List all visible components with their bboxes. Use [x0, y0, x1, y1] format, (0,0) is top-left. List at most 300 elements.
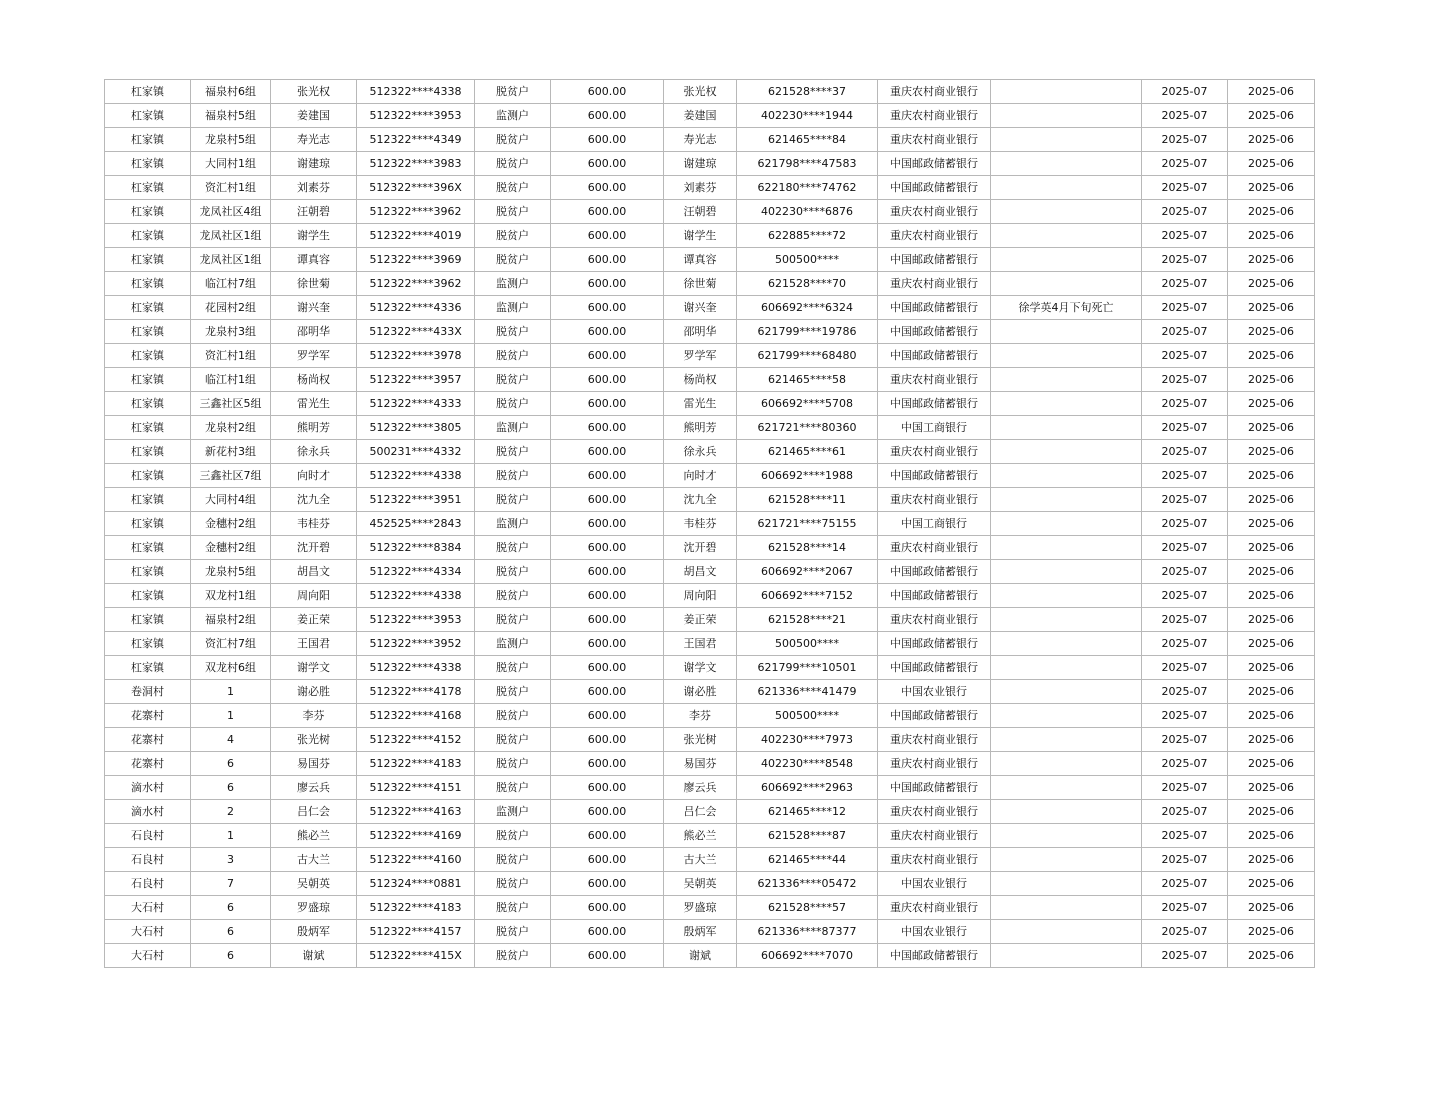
cell-township: 杠家镇 — [105, 320, 191, 344]
cell-id-number: 512322****4183 — [357, 752, 475, 776]
cell-village-group: 6 — [191, 944, 271, 968]
cell-pay-month: 2025-07 — [1142, 584, 1228, 608]
cell-bank: 重庆农村商业银行 — [878, 728, 991, 752]
cell-account-holder: 沈开碧 — [664, 536, 737, 560]
cell-amount: 600.00 — [551, 128, 664, 152]
cell-pay-month: 2025-07 — [1142, 464, 1228, 488]
cell-account-holder: 沈九全 — [664, 488, 737, 512]
cell-township: 石良村 — [105, 824, 191, 848]
cell-remark — [991, 392, 1142, 416]
cell-id-number: 512322****4336 — [357, 296, 475, 320]
cell-township: 花寨村 — [105, 704, 191, 728]
cell-village-group: 龙凤社区4组 — [191, 200, 271, 224]
cell-period-month: 2025-06 — [1228, 416, 1315, 440]
cell-id-number: 512322****415X — [357, 944, 475, 968]
cell-pay-month: 2025-07 — [1142, 200, 1228, 224]
cell-amount: 600.00 — [551, 728, 664, 752]
cell-bank: 重庆农村商业银行 — [878, 752, 991, 776]
table-row — [105, 368, 1315, 392]
cell-account-number: 621721****75155 — [737, 512, 878, 536]
cell-account-holder: 姜正荣 — [664, 608, 737, 632]
cell-remark — [991, 488, 1142, 512]
cell-id-number: 512322****4169 — [357, 824, 475, 848]
cell-township: 杠家镇 — [105, 512, 191, 536]
cell-pay-month: 2025-07 — [1142, 632, 1228, 656]
cell-remark — [991, 656, 1142, 680]
cell-household-type: 脱贫户 — [475, 440, 551, 464]
cell-account-holder: 谢学文 — [664, 656, 737, 680]
cell-amount: 600.00 — [551, 824, 664, 848]
table-row — [105, 200, 1315, 224]
cell-id-number: 512322****3953 — [357, 608, 475, 632]
cell-account-number: 402230****1944 — [737, 104, 878, 128]
cell-pay-month: 2025-07 — [1142, 104, 1228, 128]
cell-village-group: 三鑫社区7组 — [191, 464, 271, 488]
cell-period-month: 2025-06 — [1228, 728, 1315, 752]
table-row — [105, 872, 1315, 896]
cell-township: 花寨村 — [105, 728, 191, 752]
cell-name: 殷炳军 — [271, 920, 357, 944]
cell-account-holder: 杨尚权 — [664, 368, 737, 392]
cell-account-number: 402230****7973 — [737, 728, 878, 752]
cell-amount: 600.00 — [551, 584, 664, 608]
cell-id-number: 512322****3962 — [357, 272, 475, 296]
cell-period-month: 2025-06 — [1228, 704, 1315, 728]
cell-pay-month: 2025-07 — [1142, 800, 1228, 824]
cell-bank: 中国邮政储蓄银行 — [878, 152, 991, 176]
cell-name: 向时才 — [271, 464, 357, 488]
cell-township: 杠家镇 — [105, 272, 191, 296]
cell-remark — [991, 200, 1142, 224]
cell-household-type: 脱贫户 — [475, 584, 551, 608]
table-row — [105, 248, 1315, 272]
cell-period-month: 2025-06 — [1228, 512, 1315, 536]
cell-village-group: 1 — [191, 824, 271, 848]
cell-remark — [991, 944, 1142, 968]
cell-township: 杠家镇 — [105, 80, 191, 104]
cell-village-group: 双龙村1组 — [191, 584, 271, 608]
cell-period-month: 2025-06 — [1228, 752, 1315, 776]
cell-household-type: 监测户 — [475, 272, 551, 296]
cell-id-number: 512322****433X — [357, 320, 475, 344]
cell-bank: 中国邮政储蓄银行 — [878, 944, 991, 968]
cell-amount: 600.00 — [551, 560, 664, 584]
cell-township: 杠家镇 — [105, 152, 191, 176]
cell-name: 姜建国 — [271, 104, 357, 128]
cell-household-type: 脱贫户 — [475, 848, 551, 872]
cell-household-type: 脱贫户 — [475, 560, 551, 584]
cell-township: 杠家镇 — [105, 536, 191, 560]
cell-amount: 600.00 — [551, 656, 664, 680]
cell-amount: 600.00 — [551, 440, 664, 464]
cell-account-holder: 韦桂芬 — [664, 512, 737, 536]
cell-account-number: 621336****05472 — [737, 872, 878, 896]
table-row — [105, 392, 1315, 416]
cell-account-number: 621336****41479 — [737, 680, 878, 704]
cell-township: 杠家镇 — [105, 392, 191, 416]
cell-remark — [991, 824, 1142, 848]
cell-amount: 600.00 — [551, 896, 664, 920]
cell-account-holder: 邵明华 — [664, 320, 737, 344]
cell-account-holder: 谭真容 — [664, 248, 737, 272]
cell-id-number: 512322****3962 — [357, 200, 475, 224]
cell-name: 谭真容 — [271, 248, 357, 272]
cell-name: 谢学生 — [271, 224, 357, 248]
cell-remark: 徐学英4月下旬死亡 — [991, 296, 1142, 320]
cell-pay-month: 2025-07 — [1142, 224, 1228, 248]
cell-pay-month: 2025-07 — [1142, 272, 1228, 296]
cell-township: 杠家镇 — [105, 200, 191, 224]
cell-period-month: 2025-06 — [1228, 392, 1315, 416]
cell-village-group: 1 — [191, 704, 271, 728]
cell-township: 花寨村 — [105, 752, 191, 776]
cell-amount: 600.00 — [551, 320, 664, 344]
cell-account-holder: 谢兴奎 — [664, 296, 737, 320]
cell-account-holder: 李芬 — [664, 704, 737, 728]
cell-account-holder: 罗学军 — [664, 344, 737, 368]
cell-account-holder: 罗盛琼 — [664, 896, 737, 920]
cell-township: 杠家镇 — [105, 632, 191, 656]
cell-township: 滴水村 — [105, 800, 191, 824]
cell-bank: 中国工商银行 — [878, 416, 991, 440]
cell-account-holder: 谢斌 — [664, 944, 737, 968]
cell-account-holder: 谢建琼 — [664, 152, 737, 176]
cell-amount: 600.00 — [551, 680, 664, 704]
cell-name: 谢斌 — [271, 944, 357, 968]
cell-id-number: 512322****4338 — [357, 656, 475, 680]
cell-village-group: 6 — [191, 776, 271, 800]
cell-account-holder: 殷炳军 — [664, 920, 737, 944]
cell-period-month: 2025-06 — [1228, 224, 1315, 248]
cell-name: 韦桂芬 — [271, 512, 357, 536]
payment-roster-table — [104, 79, 1315, 968]
cell-account-holder: 姜建国 — [664, 104, 737, 128]
cell-bank: 重庆农村商业银行 — [878, 272, 991, 296]
cell-household-type: 监测户 — [475, 632, 551, 656]
table-row — [105, 656, 1315, 680]
cell-account-number: 621799****68480 — [737, 344, 878, 368]
cell-account-holder: 吕仁会 — [664, 800, 737, 824]
cell-remark — [991, 632, 1142, 656]
cell-account-holder: 胡昌文 — [664, 560, 737, 584]
table-row — [105, 176, 1315, 200]
cell-household-type: 脱贫户 — [475, 656, 551, 680]
cell-village-group: 7 — [191, 872, 271, 896]
cell-bank: 中国邮政储蓄银行 — [878, 464, 991, 488]
cell-account-holder: 张光树 — [664, 728, 737, 752]
cell-period-month: 2025-06 — [1228, 80, 1315, 104]
cell-remark — [991, 512, 1142, 536]
cell-village-group: 福泉村5组 — [191, 104, 271, 128]
cell-period-month: 2025-06 — [1228, 248, 1315, 272]
table-row — [105, 944, 1315, 968]
cell-village-group: 花园村2组 — [191, 296, 271, 320]
cell-name: 古大兰 — [271, 848, 357, 872]
cell-amount: 600.00 — [551, 752, 664, 776]
cell-account-number: 621528****87 — [737, 824, 878, 848]
cell-amount: 600.00 — [551, 296, 664, 320]
cell-account-number: 402230****8548 — [737, 752, 878, 776]
cell-bank: 中国农业银行 — [878, 872, 991, 896]
cell-village-group: 临江村7组 — [191, 272, 271, 296]
cell-name: 沈开碧 — [271, 536, 357, 560]
table-row — [105, 80, 1315, 104]
cell-pay-month: 2025-07 — [1142, 248, 1228, 272]
cell-township: 大石村 — [105, 920, 191, 944]
cell-period-month: 2025-06 — [1228, 800, 1315, 824]
cell-township: 大石村 — [105, 944, 191, 968]
cell-amount: 600.00 — [551, 152, 664, 176]
cell-village-group: 福泉村2组 — [191, 608, 271, 632]
cell-bank: 中国邮政储蓄银行 — [878, 632, 991, 656]
table-row — [105, 152, 1315, 176]
cell-id-number: 512322****4338 — [357, 464, 475, 488]
table-row — [105, 728, 1315, 752]
cell-amount: 600.00 — [551, 488, 664, 512]
cell-bank: 中国邮政储蓄银行 — [878, 776, 991, 800]
cell-amount: 600.00 — [551, 200, 664, 224]
cell-remark — [991, 464, 1142, 488]
table-row — [105, 224, 1315, 248]
cell-household-type: 脱贫户 — [475, 704, 551, 728]
cell-township: 杠家镇 — [105, 656, 191, 680]
cell-household-type: 脱贫户 — [475, 344, 551, 368]
cell-remark — [991, 104, 1142, 128]
cell-period-month: 2025-06 — [1228, 896, 1315, 920]
cell-period-month: 2025-06 — [1228, 536, 1315, 560]
cell-name: 张光树 — [271, 728, 357, 752]
cell-pay-month: 2025-07 — [1142, 152, 1228, 176]
cell-remark — [991, 416, 1142, 440]
cell-household-type: 脱贫户 — [475, 80, 551, 104]
cell-account-number: 622885****72 — [737, 224, 878, 248]
cell-account-number: 621721****80360 — [737, 416, 878, 440]
cell-amount: 600.00 — [551, 176, 664, 200]
table-row — [105, 440, 1315, 464]
cell-household-type: 脱贫户 — [475, 680, 551, 704]
cell-name: 易国芬 — [271, 752, 357, 776]
cell-account-number: 621528****37 — [737, 80, 878, 104]
cell-id-number: 512322****4019 — [357, 224, 475, 248]
cell-account-number: 622180****74762 — [737, 176, 878, 200]
cell-account-number: 621799****19786 — [737, 320, 878, 344]
cell-amount: 600.00 — [551, 944, 664, 968]
cell-account-number: 621465****44 — [737, 848, 878, 872]
cell-household-type: 脱贫户 — [475, 776, 551, 800]
cell-id-number: 512324****0881 — [357, 872, 475, 896]
cell-account-holder: 寿光志 — [664, 128, 737, 152]
cell-township: 杠家镇 — [105, 584, 191, 608]
cell-village-group: 龙泉村5组 — [191, 128, 271, 152]
cell-account-holder: 汪朝碧 — [664, 200, 737, 224]
cell-township: 杠家镇 — [105, 128, 191, 152]
cell-remark — [991, 272, 1142, 296]
cell-name: 周向阳 — [271, 584, 357, 608]
cell-id-number: 512322****4168 — [357, 704, 475, 728]
cell-account-holder: 谢必胜 — [664, 680, 737, 704]
cell-household-type: 监测户 — [475, 296, 551, 320]
cell-account-holder: 刘素芬 — [664, 176, 737, 200]
cell-township: 石良村 — [105, 848, 191, 872]
cell-township: 杠家镇 — [105, 176, 191, 200]
cell-period-month: 2025-06 — [1228, 272, 1315, 296]
cell-bank: 重庆农村商业银行 — [878, 224, 991, 248]
cell-account-holder: 周向阳 — [664, 584, 737, 608]
cell-pay-month: 2025-07 — [1142, 392, 1228, 416]
cell-bank: 中国农业银行 — [878, 920, 991, 944]
table-row — [105, 848, 1315, 872]
cell-township: 杠家镇 — [105, 416, 191, 440]
cell-amount: 600.00 — [551, 464, 664, 488]
cell-name: 张光权 — [271, 80, 357, 104]
cell-period-month: 2025-06 — [1228, 656, 1315, 680]
cell-pay-month: 2025-07 — [1142, 536, 1228, 560]
cell-account-number: 621528****70 — [737, 272, 878, 296]
cell-pay-month: 2025-07 — [1142, 920, 1228, 944]
cell-period-month: 2025-06 — [1228, 152, 1315, 176]
cell-village-group: 三鑫社区5组 — [191, 392, 271, 416]
cell-pay-month: 2025-07 — [1142, 944, 1228, 968]
cell-village-group: 龙泉村2组 — [191, 416, 271, 440]
cell-period-month: 2025-06 — [1228, 632, 1315, 656]
cell-pay-month: 2025-07 — [1142, 320, 1228, 344]
cell-household-type: 脱贫户 — [475, 728, 551, 752]
cell-account-number: 606692****5708 — [737, 392, 878, 416]
cell-bank: 中国邮政储蓄银行 — [878, 320, 991, 344]
cell-period-month: 2025-06 — [1228, 776, 1315, 800]
cell-remark — [991, 128, 1142, 152]
cell-household-type: 脱贫户 — [475, 128, 551, 152]
cell-village-group: 1 — [191, 680, 271, 704]
cell-period-month: 2025-06 — [1228, 128, 1315, 152]
cell-bank: 重庆农村商业银行 — [878, 536, 991, 560]
cell-household-type: 脱贫户 — [475, 752, 551, 776]
cell-name: 杨尚权 — [271, 368, 357, 392]
cell-remark — [991, 536, 1142, 560]
cell-account-holder: 易国芬 — [664, 752, 737, 776]
cell-pay-month: 2025-07 — [1142, 824, 1228, 848]
cell-account-number: 621528****11 — [737, 488, 878, 512]
cell-remark — [991, 80, 1142, 104]
table-row — [105, 824, 1315, 848]
cell-account-number: 500500**** — [737, 248, 878, 272]
cell-amount: 600.00 — [551, 920, 664, 944]
cell-amount: 600.00 — [551, 104, 664, 128]
cell-period-month: 2025-06 — [1228, 464, 1315, 488]
cell-id-number: 512322****3952 — [357, 632, 475, 656]
cell-bank: 重庆农村商业银行 — [878, 896, 991, 920]
cell-id-number: 512322****3969 — [357, 248, 475, 272]
cell-household-type: 脱贫户 — [475, 248, 551, 272]
cell-bank: 中国邮政储蓄银行 — [878, 248, 991, 272]
cell-id-number: 512322****3951 — [357, 488, 475, 512]
cell-name: 熊明芳 — [271, 416, 357, 440]
cell-id-number: 512322****3805 — [357, 416, 475, 440]
table-row — [105, 680, 1315, 704]
cell-remark — [991, 176, 1142, 200]
cell-amount: 600.00 — [551, 248, 664, 272]
cell-account-number: 621528****57 — [737, 896, 878, 920]
cell-id-number: 512322****4349 — [357, 128, 475, 152]
cell-account-holder: 熊必兰 — [664, 824, 737, 848]
cell-name: 吕仁会 — [271, 800, 357, 824]
cell-period-month: 2025-06 — [1228, 296, 1315, 320]
cell-village-group: 新花村3组 — [191, 440, 271, 464]
cell-township: 卷洞村 — [105, 680, 191, 704]
table-row — [105, 608, 1315, 632]
cell-pay-month: 2025-07 — [1142, 368, 1228, 392]
cell-account-number: 621336****87377 — [737, 920, 878, 944]
cell-village-group: 金穗村2组 — [191, 536, 271, 560]
table-row — [105, 512, 1315, 536]
cell-remark — [991, 368, 1142, 392]
cell-household-type: 脱贫户 — [475, 320, 551, 344]
cell-bank: 中国邮政储蓄银行 — [878, 392, 991, 416]
cell-village-group: 龙泉村5组 — [191, 560, 271, 584]
cell-period-month: 2025-06 — [1228, 584, 1315, 608]
cell-remark — [991, 608, 1142, 632]
cell-id-number: 512322****4338 — [357, 584, 475, 608]
cell-account-number: 606692****6324 — [737, 296, 878, 320]
cell-id-number: 512322****4163 — [357, 800, 475, 824]
table-row — [105, 104, 1315, 128]
cell-township: 杠家镇 — [105, 560, 191, 584]
cell-period-month: 2025-06 — [1228, 944, 1315, 968]
cell-bank: 重庆农村商业银行 — [878, 104, 991, 128]
cell-bank: 中国邮政储蓄银行 — [878, 344, 991, 368]
table-body — [105, 80, 1315, 968]
cell-remark — [991, 224, 1142, 248]
cell-pay-month: 2025-07 — [1142, 512, 1228, 536]
cell-village-group: 临江村1组 — [191, 368, 271, 392]
cell-bank: 重庆农村商业银行 — [878, 608, 991, 632]
table-row — [105, 800, 1315, 824]
cell-remark — [991, 680, 1142, 704]
cell-household-type: 脱贫户 — [475, 224, 551, 248]
table-row — [105, 704, 1315, 728]
cell-township: 石良村 — [105, 872, 191, 896]
cell-pay-month: 2025-07 — [1142, 656, 1228, 680]
cell-village-group: 2 — [191, 800, 271, 824]
table-row — [105, 416, 1315, 440]
cell-bank: 中国农业银行 — [878, 680, 991, 704]
table-row — [105, 272, 1315, 296]
cell-period-month: 2025-06 — [1228, 440, 1315, 464]
cell-bank: 重庆农村商业银行 — [878, 200, 991, 224]
cell-period-month: 2025-06 — [1228, 104, 1315, 128]
cell-bank: 中国邮政储蓄银行 — [878, 584, 991, 608]
cell-township: 杠家镇 — [105, 344, 191, 368]
cell-pay-month: 2025-07 — [1142, 896, 1228, 920]
cell-amount: 600.00 — [551, 512, 664, 536]
cell-id-number: 512322****4178 — [357, 680, 475, 704]
cell-pay-month: 2025-07 — [1142, 704, 1228, 728]
cell-id-number: 512322****3978 — [357, 344, 475, 368]
cell-name: 吴朝英 — [271, 872, 357, 896]
cell-pay-month: 2025-07 — [1142, 560, 1228, 584]
cell-pay-month: 2025-07 — [1142, 872, 1228, 896]
cell-pay-month: 2025-07 — [1142, 296, 1228, 320]
cell-household-type: 脱贫户 — [475, 464, 551, 488]
table-row — [105, 344, 1315, 368]
cell-remark — [991, 584, 1142, 608]
cell-village-group: 大同村1组 — [191, 152, 271, 176]
cell-id-number: 512322****4183 — [357, 896, 475, 920]
cell-period-month: 2025-06 — [1228, 872, 1315, 896]
cell-amount: 600.00 — [551, 536, 664, 560]
cell-name: 邵明华 — [271, 320, 357, 344]
cell-remark — [991, 896, 1142, 920]
